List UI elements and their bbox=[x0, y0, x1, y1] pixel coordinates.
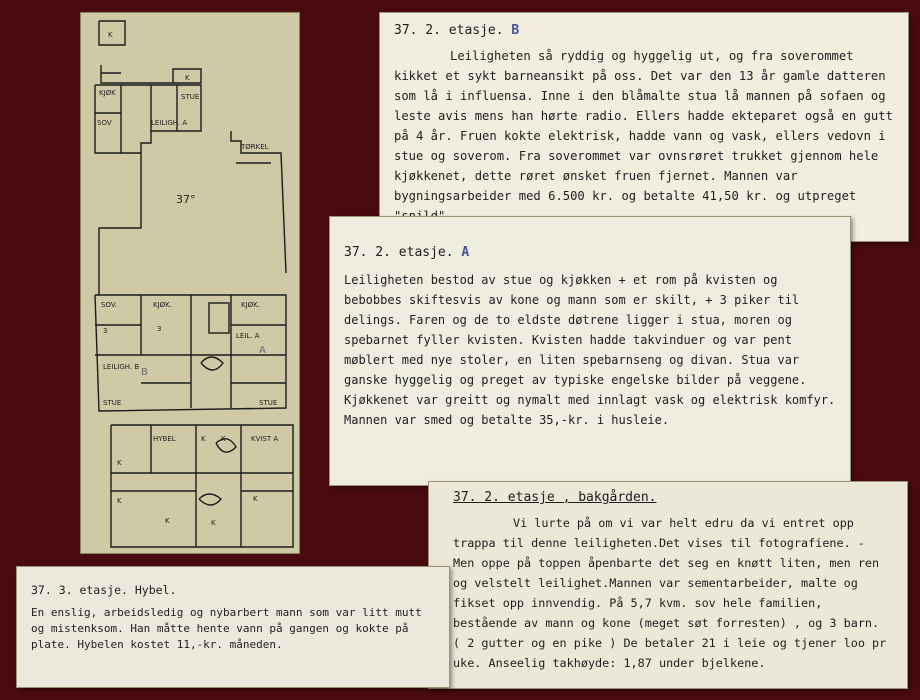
svg-text:B: B bbox=[141, 367, 148, 378]
svg-text:STUE: STUE bbox=[259, 399, 278, 407]
note-card-2-etasje-b bbox=[379, 12, 909, 242]
card-body-text: Leiligheten så ryddig og hyggelig ut, og fra soverommet kikket et sykt barneansikt på oss. Det var den 13 år gamle datteren som lå i influensa. Inne i den blåmalte stua lå mannen på sofaen og leste avis mens han hørte radio. Ellers hadde ekteparet også en gutt på 4 år. Fruen kokte elektrisk, hadde vann og vask, ellers vedovn i stue og soverom. Fra soverommet var ovnsrøret trukket gjennom hele kjøkkenet, dette røret ønsket fruen fjernet. Mannen var bygningsarbeider med 6.500 kr. og betalte 41,50 kr. og utpreget bbox=[394, 49, 893, 203]
heading-text: 37. 2. etasje , bakgården. bbox=[453, 490, 657, 505]
svg-text:KJØK.: KJØK. bbox=[153, 301, 172, 309]
svg-text:K: K bbox=[201, 435, 206, 443]
svg-text:K: K bbox=[165, 517, 170, 525]
note-card-2-etasje-a bbox=[329, 216, 851, 486]
svg-text:K: K bbox=[117, 459, 122, 467]
floor-plan-drawing bbox=[81, 13, 299, 553]
card-heading bbox=[344, 245, 836, 260]
svg-text:3: 3 bbox=[103, 327, 108, 335]
heading-text: 37. 2. etasje. bbox=[394, 23, 504, 38]
note-card-bakgarden bbox=[428, 481, 908, 689]
svg-text:LEIL. A: LEIL. A bbox=[236, 332, 260, 340]
heading-text: 37. 2. etasje. bbox=[344, 245, 454, 260]
heading-text: 37. 3. etasje. Hybel. bbox=[31, 583, 177, 597]
handwritten-mark: A bbox=[461, 245, 470, 260]
card-heading bbox=[31, 583, 435, 597]
note-card-3-etasje-hybel bbox=[16, 566, 450, 688]
svg-text:STUE: STUE bbox=[103, 399, 122, 407]
card-heading bbox=[453, 490, 891, 505]
svg-text:TØRKEL: TØRKEL bbox=[241, 143, 269, 151]
card-body-text: Vi lurte på om vi var helt edru da vi entret opp trappa til denne leiligheten.Det vises til fotografiene. - Men oppe på toppen åpenbarte det seg en knøtt liten, men ren og velstelt leilighet.Mannen var sementarbeider, malte og fikset opp innvendig. På 5,7 kvm. sov hele familien, bestående av mann og kone (meget søt forresten) , og 3 barn. ( 2 gutter og en pike ) De betaler 21 i leie og tjener loo pr uke. Anseelig takhøyde: 1,87 under bjelkene. bbox=[453, 516, 887, 670]
svg-text:KVIST A: KVIST A bbox=[251, 435, 279, 443]
svg-text:K: K bbox=[108, 31, 113, 39]
svg-text:37°: 37° bbox=[176, 193, 196, 206]
svg-text:KJØK.: KJØK. bbox=[241, 301, 260, 309]
svg-text:3: 3 bbox=[157, 325, 162, 333]
svg-text:SOV: SOV bbox=[97, 119, 112, 127]
floor-plan-sketch bbox=[80, 12, 300, 554]
svg-text:HYBEL: HYBEL bbox=[153, 435, 176, 443]
svg-text:K: K bbox=[253, 495, 258, 503]
svg-text:K: K bbox=[211, 519, 216, 527]
handwritten-mark: B bbox=[511, 23, 520, 38]
svg-text:K: K bbox=[221, 435, 226, 443]
svg-text:LEILIGH. A: LEILIGH. A bbox=[151, 119, 188, 127]
svg-text:K: K bbox=[185, 74, 190, 82]
svg-text:K: K bbox=[117, 497, 122, 505]
svg-text:SOV.: SOV. bbox=[101, 301, 117, 309]
card-body-text: En enslig, arbeidsledig og nybarbert mann som var litt mutt og mistenksom. Han måtte hente vann på gangen og kokte på plate. Hybelen kostet 11,-kr. måneden. bbox=[31, 606, 422, 651]
svg-text:LEILIGH. B: LEILIGH. B bbox=[103, 363, 140, 371]
svg-text:STUE: STUE bbox=[181, 93, 200, 101]
card-body-text: Leiligheten bestod av stue og kjøkken + et rom på kvisten og bebobbes skiftesvis av kone og mann som er skilt, + 3 piker til delings. Faren og de to eldste døtrene ligger i stua, moren og spebarnet fyller kvisten. Kvisten hadde takvinduer og var pent møblert med nye stoler, en liten spebarnseng og divan. Stua var ganske hyggelig og preget av typiske engelske bilder på veggene. Kjøkkenet var greitt og nymalt med innlagt vask og elektrisk komfyr. Mannen var smed og betalte 35,-kr. i husleie. bbox=[344, 273, 836, 427]
svg-text:KJØK: KJØK bbox=[99, 89, 116, 97]
svg-text:A: A bbox=[259, 345, 266, 356]
card-heading bbox=[394, 23, 894, 38]
